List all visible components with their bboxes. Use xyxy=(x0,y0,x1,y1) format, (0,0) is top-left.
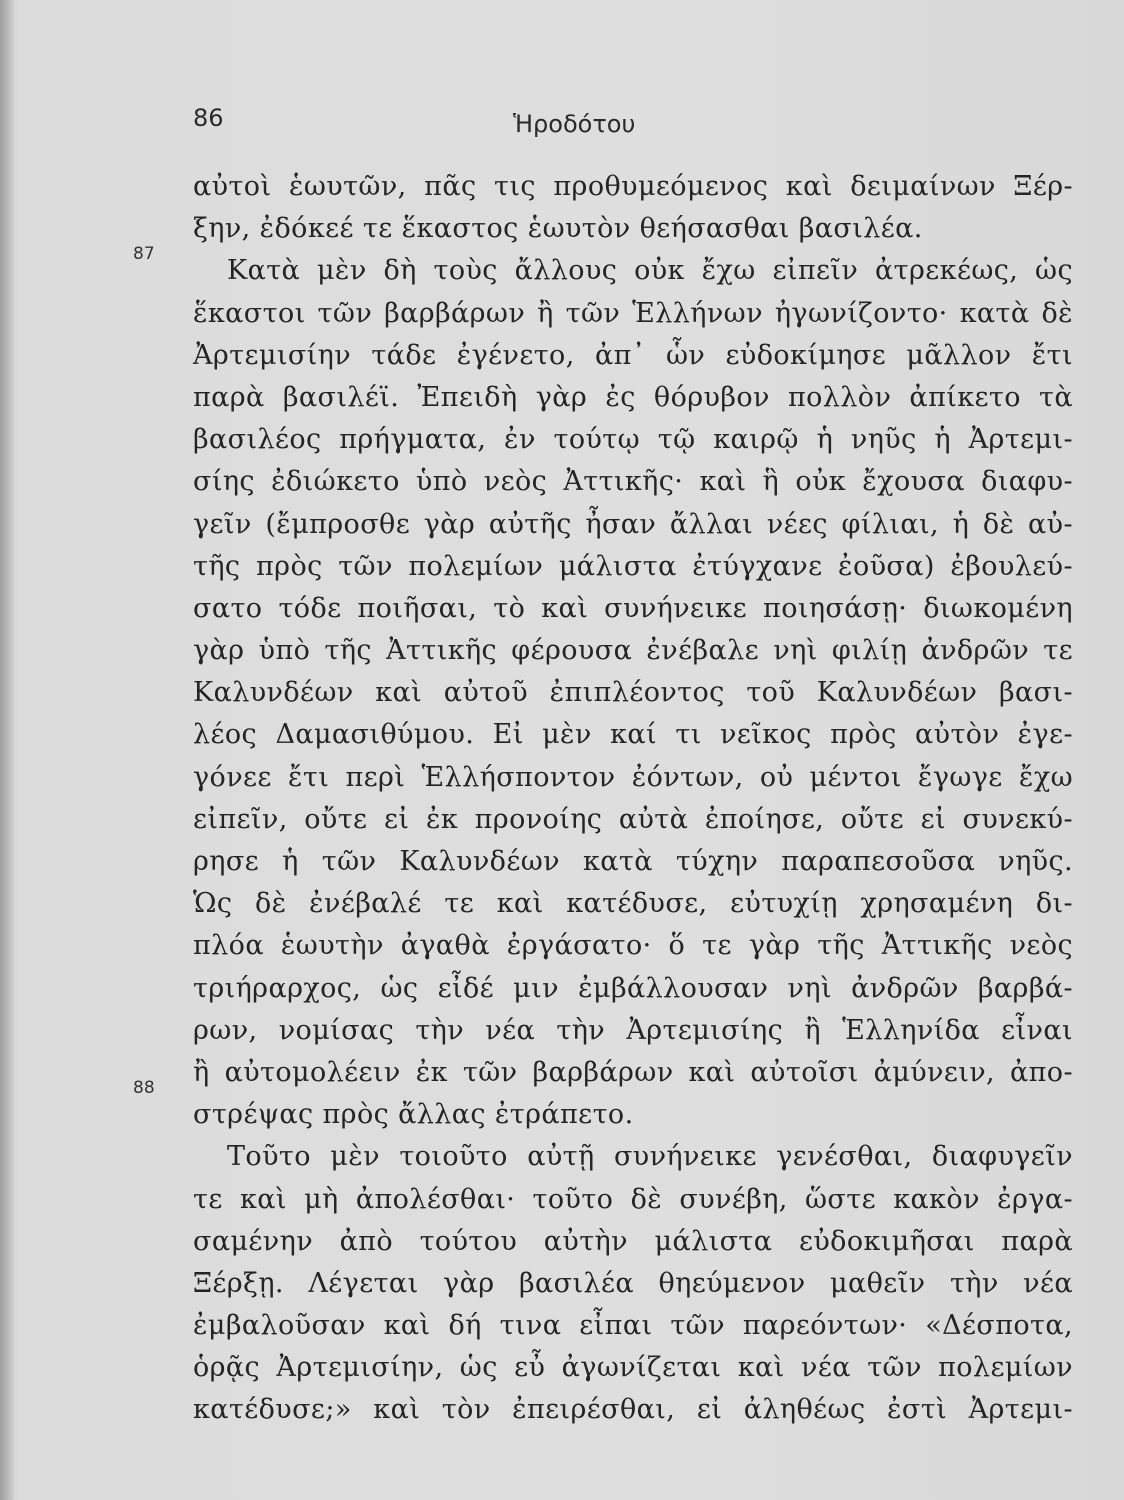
section-number-87: 87 xyxy=(133,244,155,264)
text-line: ἢ αὐτομολέειν ἐκ τῶν βαρβάρων καὶ αὐτοῖσι ἀμύνειν, ἀπο- xyxy=(193,1056,1073,1088)
text-line: κατέδυσε;» καὶ τὸν ἐπειρέσθαι, εἰ ἀληθέως ἐστὶ Ἀρτεμι- xyxy=(193,1394,1073,1426)
text-line: Κατὰ μὲν δὴ τοὺς ἄλλους οὐκ ἔχω εἰπεῖν ἀτρεκέως, ὡς xyxy=(227,255,1073,287)
text-line: ξην, ἐδόκεέ τε ἕκαστος ἑωυτὸν θεήσασθαι βασιλέα. xyxy=(193,213,923,245)
text-line: παρὰ βασιλέϊ. Ἐπειδὴ γὰρ ἐς θόρυβον πολλὸν ἀπίκετο τὰ xyxy=(193,381,1073,413)
text-line: σίης ἐδιώκετο ὑπὸ νεὸς Ἀττικῆς· καὶ ἣ οὐκ ἔχουσα διαφυ- xyxy=(193,466,1073,498)
text-line: τῆς πρὸς τῶν πολεμίων μάλιστα ἐτύγχανε ἐοῦσα) ἐβουλεύ- xyxy=(193,550,1073,582)
text-line: στρέψας πρὸς ἄλλας ἐτράπετο. xyxy=(193,1099,634,1131)
text-line: Τοῦτο μὲν τοιοῦτο αὐτῇ συνήνεικε γενέσθαι, διαφυγεῖν xyxy=(227,1141,1073,1173)
text-line: λέος Δαμασιθύμου. Εἰ μὲν καί τι νεῖκος πρὸς αὐτὸν ἐγε- xyxy=(193,719,1073,751)
text-line: Ὡς δὲ ἐνέβαλέ τε καὶ κατέδυσε, εὐτυχίῃ χρησαμένη δι- xyxy=(193,888,1073,920)
page-edge-shadow xyxy=(0,0,14,1500)
text-line: ἐμβαλοῦσαν καὶ δή τινα εἶπαι τῶν παρεόντων· «Δέσποτα, xyxy=(193,1310,1073,1342)
running-head xyxy=(193,104,1073,144)
text-line: γεῖν (ἔμπροσθε γὰρ αὐτῆς ἦσαν ἄλλαι νέες φίλιαι, ἡ δὲ αὐ- xyxy=(193,508,1073,540)
text-line: γὰρ ὑπὸ τῆς Ἀττικῆς φέρουσα ἐνέβαλε νηὶ φιλίῃ ἀνδρῶν τε xyxy=(193,635,1073,667)
text-line: Καλυνδέων καὶ αὐτοῦ ἐπιπλέοντος τοῦ Καλυνδέων βασι- xyxy=(193,677,1073,709)
text-line: αὐτοὶ ἑωυτῶν, πᾶς τις προθυμεόμενος καὶ δειμαίνων Ξέρ- xyxy=(193,171,1073,202)
section-number-88: 88 xyxy=(133,1078,155,1098)
text-line: Ξέρξῃ. Λέγεται γὰρ βασιλέα θηεύμενον μαθεῖν τὴν νέα xyxy=(193,1267,1073,1299)
text-line: ἕκαστοι τῶν βαρβάρων ἢ τῶν Ἑλλήνων ἠγωνίζοντο· κατὰ δὲ xyxy=(193,297,1073,329)
running-title: Ἡροδότου xyxy=(513,110,636,138)
text-line: εἰπεῖν, οὔτε εἰ ἐκ προνοίης αὐτὰ ἐποίησε, οὔτε εἰ συνεκύ- xyxy=(193,803,1073,835)
page-number: 86 xyxy=(193,104,224,132)
text-line: τε καὶ μὴ ἀπολέσθαι· τοῦτο δὲ συνέβη, ὥστε κακὸν ἐργα- xyxy=(193,1183,1073,1215)
text-line: Ἀρτεμισίην τάδε ἐγένετο, ἀπ᾽ ὧν εὐδοκίμησε μᾶλλον ἔτι xyxy=(193,339,1073,371)
text-line: ρων, νομίσας τὴν νέα τὴν Ἀρτεμισίης ἢ Ἑλληνίδα εἶναι xyxy=(193,1014,1073,1046)
text-line: σαμένην ἀπὸ τούτου αὐτὴν μάλιστα εὐδοκιμῆσαι παρὰ xyxy=(193,1225,1073,1257)
text-line: ὁρᾷς Ἀρτεμισίην, ὡς εὖ ἀγωνίζεται καὶ νέα τῶν πολεμίων xyxy=(193,1352,1073,1384)
text-line: βασιλέος πρήγματα, ἐν τούτῳ τῷ καιρῷ ἡ νηῦς ἡ Ἀρτεμι- xyxy=(193,424,1073,456)
text-line: ρησε ἡ τῶν Καλυνδέων κατὰ τύχην παραπεσοῦσα νηῦς. xyxy=(193,846,1073,877)
body-text xyxy=(193,166,1073,1432)
text-line: γόνεε ἔτι περὶ Ἑλλήσποντον ἐόντων, οὐ μέντοι ἔγωγε ἔχω xyxy=(193,761,1073,793)
text-line: τριήραρχος, ὡς εἶδέ μιν ἐμβάλλουσαν νηὶ ἀνδρῶν βαρβά- xyxy=(193,972,1073,1004)
text-line: πλόα ἑωυτὴν ἀγαθὰ ἐργάσατο· ὅ τε γὰρ τῆς Ἀττικῆς νεὸς xyxy=(193,930,1073,962)
text-line: σατο τόδε ποιῆσαι, τὸ καὶ συνήνεικε ποιησάσῃ· διωκομένη xyxy=(193,592,1073,624)
